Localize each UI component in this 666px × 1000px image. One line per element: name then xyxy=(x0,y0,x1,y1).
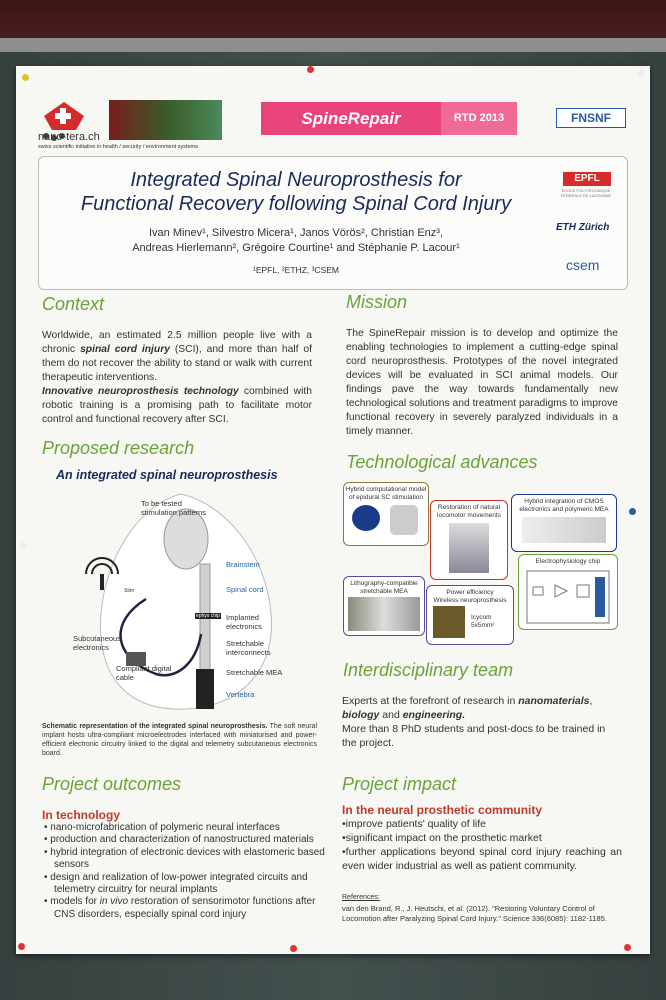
label-cable: Compliant digital cable xyxy=(116,664,172,682)
tech-box-locomotion-label: Restoration of natural locomotor movements xyxy=(437,504,501,519)
team-heading: Interdisciplinary team xyxy=(343,660,514,680)
context-text-3: combined with robotic training is a promising path to facilitate motor control and functional recovery after SCI. xyxy=(42,386,312,425)
team-and: and xyxy=(379,709,403,721)
icycom-label: Icycom 5x5mm² xyxy=(471,614,495,629)
outcomes-list xyxy=(34,822,326,921)
outcome-item: • production and characterization of nanostructured materials xyxy=(44,834,314,846)
team-text xyxy=(342,694,622,750)
team-comma: , xyxy=(589,695,593,707)
outcome-item: • design and realization of low-power integrated circuits and telemetry circuitry for neural implants xyxy=(44,871,308,896)
tech-box-mea-label: Lithography-compatible stretchable MEA xyxy=(350,580,418,595)
project-banner: SpineRepair xyxy=(261,102,441,135)
pushpin xyxy=(290,945,297,952)
team-biology: biology xyxy=(342,709,380,721)
mission-text: The SpineRepair mission is to develop and optimize the enabling technologies to implement a cutting-edge spinal cord neuroprosthesis. Prototypes of the novel integrated devices will be evaluated in SCI animal models. Our findings pave the way towards fundamentally new technological solutions and treatment paradigms to improve functional recovery in severely paralyzed individuals in a timely manner. xyxy=(346,328,618,437)
impact-subheading: In the neural prosthetic community xyxy=(342,803,543,817)
csem-logo: csem xyxy=(566,257,600,273)
header-photo-strip xyxy=(109,100,222,140)
impact-item: •improve patients' quality of life xyxy=(342,818,487,830)
authors xyxy=(56,226,536,256)
context-heading: Context xyxy=(42,294,105,314)
mission-heading: Mission xyxy=(346,292,408,312)
context-innovative: Innovative neuroprosthesis technology xyxy=(42,386,239,397)
caption-rest: The soft neural implant hosts ultra-compliant microelectrodes interfaced with miniaturised and power-efficient electronic circuitry linked to the digital and telemetry subcutaneous electronics board. xyxy=(42,723,318,757)
outcomes-heading: Project outcomes xyxy=(42,774,182,794)
label-interconnects: Stretchable interconnects xyxy=(226,639,271,657)
schematic-caption xyxy=(42,722,317,758)
pushpin xyxy=(18,943,25,950)
impact-list xyxy=(342,817,622,873)
pushpin xyxy=(629,508,636,515)
outcome-item: • nano-microfabrication of polymeric neural interfaces xyxy=(44,822,280,833)
outcome-item: • models for in vivo restoration of sensorimotor functions after CNS disorders, especially spinal cord injury xyxy=(44,896,316,920)
label-spinal-cord: Spinal cord xyxy=(226,585,264,594)
outcome-text: hybrid integration of electronic devices with elastomeric based sensors xyxy=(50,846,325,871)
tech-box-ephys-label: Electrophysiology chip xyxy=(535,558,601,565)
label-mea: Stretchable MEA xyxy=(226,668,283,677)
rat-photo xyxy=(449,523,489,573)
references-heading: References: xyxy=(342,894,380,901)
pushpin xyxy=(637,70,644,77)
proposed-subheading: An integrated spinal neuroprosthesis xyxy=(56,468,278,482)
tech-box-hybrid xyxy=(511,494,617,552)
label-tested: To be tested stimulation patterns xyxy=(141,499,207,517)
outcome-in-vivo: in vivo xyxy=(99,896,129,908)
label-chip: ephys chip xyxy=(196,613,220,619)
impact-item: •significant impact on the prosthetic market xyxy=(342,832,542,844)
outcome-text: design and realization of low-power integrated circuits and telemetry circuitry for neural implants xyxy=(50,871,308,896)
reference-text: van den Brand, R., J. Heutschi, et al. (2012). "Restoring Voluntary Control of Locomotion after Paralyzing Spinal Cord Injury." Science 336(6085): 1182-1185. xyxy=(342,904,607,923)
authors-line-1: Ivan Minev¹, Silvestro Micera¹, Janos Vörös², Christian Enz³, xyxy=(148,227,444,239)
label-implanted: Implanted electronics xyxy=(226,613,262,631)
model-image-2 xyxy=(390,505,418,535)
pushpin xyxy=(307,66,314,73)
label-subcutaneous: Subcutaneous electronics xyxy=(73,634,121,652)
wall-top xyxy=(0,0,666,50)
outcome-item: • hybrid integration of electronic devices with elastomeric based sensors xyxy=(44,846,325,871)
epfl-logo: EPFL xyxy=(563,172,611,186)
outcome-text: restoration of sensorimotor functions after CNS disorders, especially spinal cord injury xyxy=(54,896,316,920)
outcome-text: nano-microfabrication of polymeric neural interfaces xyxy=(50,822,280,833)
eth-logo: ETH Zürich xyxy=(556,222,610,233)
tech-box-hybrid-label: Hybrid integration of CMOS electronics and polymeric MEA xyxy=(519,498,609,513)
authors-line-2: Andreas Hierlemann², Grégoire Courtine¹ and Stéphanie P. Lacour¹ xyxy=(132,242,460,254)
title-line-2: Functional Recovery following Spinal Cord Injury xyxy=(80,193,512,215)
label-brainstem: Brainstem xyxy=(226,560,260,569)
team-engineering: engineering. xyxy=(402,709,466,721)
team-text-1: Experts at the forefront of research in xyxy=(342,695,519,707)
poster-title xyxy=(56,168,536,216)
impact-item: •further applications beyond spinal cord injury reaching an even wider industrial as well as patient community. xyxy=(342,846,622,872)
tech-box-mea xyxy=(343,576,425,636)
tech-box-wireless-label: Wireless neuroprosthesis xyxy=(433,597,507,604)
tech-box-ephys xyxy=(518,554,618,630)
label-stim: Stim xyxy=(124,588,134,594)
model-image xyxy=(352,505,380,531)
context-text xyxy=(42,329,312,427)
rtd-badge: RTD 2013 xyxy=(441,102,517,135)
tech-box-wireless xyxy=(426,585,514,645)
fnsnf-logo: FNSNF xyxy=(556,108,626,128)
label-vertebra: Vertebra xyxy=(226,690,255,699)
mea-photo xyxy=(348,597,420,631)
context-text-2: (SCI), and more than half of them do not recover the ability to stand or walk with current therapeutic interventions. xyxy=(42,344,312,383)
icycom-chip xyxy=(433,606,465,638)
hybrid-image xyxy=(522,517,606,543)
org-subtitle: swiss scientific initiative in health / security / environment systems xyxy=(38,144,198,150)
pushpin xyxy=(20,542,27,549)
outcome-text: production and characterization of nanostructured materials xyxy=(50,834,314,846)
team-text-3: More than 8 PhD students and post-docs to be trained in the project. xyxy=(342,723,606,749)
context-text-1: Worldwide, an estimated 2.5 million people live with a chronic xyxy=(42,330,312,355)
outcomes-subheading: In technology xyxy=(42,808,120,822)
caption-bold: Schematic representation of the integrated spinal neuroprosthesis. xyxy=(42,723,268,730)
impact-heading: Project impact xyxy=(342,774,457,794)
tech-box-model xyxy=(343,482,429,546)
tech-heading: Technological advances xyxy=(346,452,538,472)
poster xyxy=(16,66,650,954)
board-rail xyxy=(0,38,666,52)
title-line-1: Integrated Spinal Neuroprosthesis for xyxy=(130,169,462,191)
epfl-subtitle: ECOLE POLYTECHNIQUE FEDERALE DE LAUSANNE xyxy=(560,188,612,198)
tech-box-model-label: Hybrid computational model of epidural SC stimulation xyxy=(345,486,427,501)
org-name: nano-tera.ch xyxy=(38,131,100,143)
team-nanomaterials: nanomaterials xyxy=(518,695,590,707)
affiliations: ¹EPFL, ²ETHZ, ³CSEM xyxy=(253,265,339,275)
tech-box-locomotion xyxy=(430,500,508,580)
circuit-icon xyxy=(525,569,611,625)
proposed-heading: Proposed research xyxy=(42,438,195,458)
pushpin xyxy=(22,74,29,81)
context-sci: spinal cord injury xyxy=(80,344,170,355)
rat-schematic-icon xyxy=(66,484,296,714)
tech-box-power: Power efficiency xyxy=(446,589,494,596)
outcome-text: models for xyxy=(50,896,100,908)
pushpin xyxy=(624,944,631,951)
